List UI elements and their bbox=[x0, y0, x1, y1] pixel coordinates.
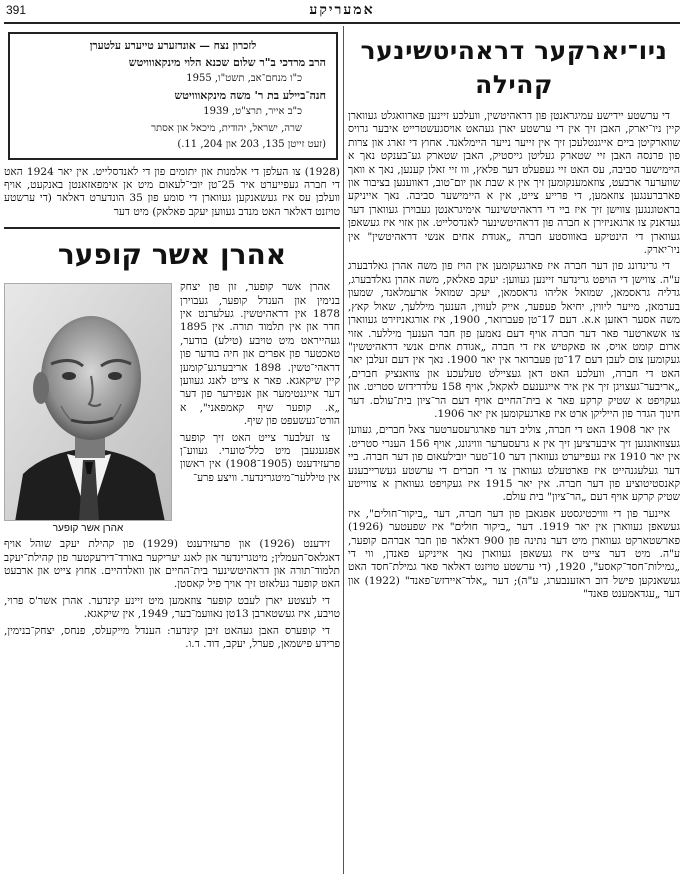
continued-text: (1928) צו העלפן די אלמנות און יתומים פון די לאנדסלייט. אין יאר 1924 האט די חברה געפייערט איר 25־טן יובי־לעאום מיט אן אימפאזאנטן באנקעט, אויף וועלכן עס איז געשאנקען געווארן די סומע פון 35 הונדערט דאלאר (די ערשטע טויזנט דאלאר האט מנדב געווען יעקב פאלאק) מיט דער bbox=[4, 165, 340, 218]
section-rule bbox=[4, 227, 340, 229]
bio-paragraph: זידענט (1926) און פרעזידענט (1929) פון קהילת יעקב שוהל אויף דאגלאס־העמלין; מיטגרינדער און לאנג יעריקער באורד־דירעקטער פון קהילת־יעקב תלמוד־תורה און דראהיטשינער בית־החיים און וואלדהיים. אחוץ צייט און ארבעט האט קופער געלאזט זיך אויך פיל קאסטן. bbox=[4, 538, 340, 591]
bio-title: אהרן אשר קופער bbox=[57, 238, 287, 272]
running-header bbox=[6, 2, 678, 22]
bio-paragraph: די לעצטע יארן לעבט קופער צוזאמען מיט זיינע קינדער. אהרן אשר'ס פרוי, טויבע, איז געשטארבן 13טן נאוועמ־בער, 1949, אין שיקאגא. bbox=[4, 594, 340, 621]
article-paragraph: איינער פון די ווויכטיגסטע אפגאבן פון דער חברה, דער „ביקור־חולים", איז געשאפן געווארן אין יאר 1919. דער „ביקור חולים" איז שפעטער (1926) פארשטארקט געווארן מיט דער נתינה פון 900 דאלאר פון חבר אברהם קופער, ע"ה. מיט דער צייט איז געשאפן געווארן נאך אייניקע פאנדן, ווי די „גמילות־חסד־קאסע", 1920, (די ערשטע טויזנט דאלאר פאר גמילת־חסד האט געשאנקען פישל דוב ראזענבערג, ע"ה); דער „אלד־איידזש־פאנד" (1922) און דער „עגדאמענט פאנד" bbox=[348, 507, 680, 601]
bio-body-bottom bbox=[4, 538, 340, 651]
memorial-box bbox=[8, 32, 338, 160]
memorial-heading: לזכרון נצח — אונדזערע טייערע עלטערן bbox=[89, 40, 257, 52]
photo-caption: אהרן אשר קופער bbox=[52, 523, 124, 535]
page-number: 391 bbox=[6, 3, 27, 17]
bio-paragraph: אהרן אשר קופער, זון פון יצחק בנימין און הענדל קופער, געבוירן 1878 אין דראהיטשין. געלערנט אין חדר און אין תלמוד תורה. אין 1895 געהייראט מיט טויבע (טילע) בודער, טאכטער פון אפרים און חיה בודער פון דראהי־טשין. 1898 אריבערגע־קומען קיין שיקאגא. פאר א צייט לאנג געווען דער אייגנטימער און אנפירער פון דער „א. קופער שיף קאמפאני", א הורט־געשעפט פון שיף. bbox=[180, 281, 340, 428]
memorial-children: שרה, ישראל, יהודית, מיכאל און אסתר bbox=[151, 122, 302, 134]
article-paragraph: אין יאר 1908 האט די חברה, צוליב דער פארגרעסערטער צאל חברים, געווען געצוואונגען זיך איבערציען זיך אין א גרעסערער ווויגונג, אויף 156 הענרי סטריט. אין יאר 1910 איז געפייערט געווארן דער 10־טער יובילעאום פון דער חברה. ביי דער געלעגנהייט איז פארטעלט געווארן צו די חברים די ערשטע געשרייבענע קאנסטיטוציע פון דער חברה. אין יאר 1915 איז געקויפט געווארן א צווייטע שטיק קרקע אויף דעם „הר־ציון" בית עולם. bbox=[348, 424, 680, 504]
header-rule bbox=[4, 22, 680, 24]
memorial-mother-name: חנה־ביילע בת ר' משה מינקאווויטש bbox=[174, 88, 326, 102]
bio-paragraph: צו זעלבער צייט האט זיך קופער אפגעגעבן מיט כלל־טוערי. געווע־ן פרעזידענט (1905־1908) אין ראשון אין טיללער־מיטגרינדער. וויצע פרע־ bbox=[180, 431, 340, 484]
column-divider bbox=[343, 26, 344, 874]
article-paragraph: די גרינדונג פון דער חברה איז פארגעקומען אין הויז פון משה אהרן גאלדבערג ע"ה. צווישן די הויפט גרינדער זיינען געווען: יעקב פאלאק, משה אהרן גאלדבערג, גדליה גראסמאן, שמואל אליהו גראסמאן, יעקב שמואל ארעמלאנד, שמעון בערמאן, מייער ליווין, יחיאל פעפער, אייק לעווין, הענעך מיללעך, שאול קאץ, משה אסער ראזען א.א. דעם 17־טן פעברואר, 1900, איז אורגאניזירט געווארן צו אשארטער פאר דער חברה אויף דעם נאמען פון חבר הענעך מיללער. אזוי ארום קומט אויס, אז פאקטיש איז די חברה „אגודת אחים אנשי דראהיטשין" געקומען צום לעבן דעם 17־טן פעברואר אין יאר 1900. נאך אין דעם זעלבן יאר האט די חברה, וועלכע האט דאן געציילט טעלעכע און צוואנציק חברים, „אריבער־געצויגן זיך אין איר אייגענעם לאקאל, אויף 158 עלדרידזש סטריט. און געקויפט א שטיק קרקע פאר א בית־החיים אויף דעם הר־ציון בית־עולם. דער חינוך הגדר פון הייליקן ארט איז פארגעקומען אין יאר 1906. bbox=[348, 260, 680, 420]
bio-paragraph: די קופערס האבן געהאט זיבן קינדער: הענדל מייקעלס, פנחס, יצחק־בנימין, פרידע פישמאן, פערל, יעקב, דוד. ד.ו. bbox=[4, 624, 340, 650]
article-title: ניו־יארקער דראהיטשינער קהילה bbox=[360, 36, 668, 99]
memorial-mother-date: כ"ב אייר, תרצ"ט, 1939 bbox=[203, 106, 302, 117]
bio-section bbox=[4, 281, 340, 651]
running-title: אמעריקע bbox=[309, 2, 375, 18]
memorial-father-name: הרב מרדכי ב"ר שלום שכנא הלוי מינקאווויטש bbox=[128, 55, 326, 69]
left-column bbox=[4, 28, 340, 874]
article-paragraph: די ערשטע יידישע עמיגראנטן פון דראהיטשין, וועלכע זיינען פארוואגלט געווארן קיין ניו־יארק, האבן זיך אין די ערשטע יארן געהאט אויסגעשטרייט איבער גרויס שווארקיטן ביים אייגנטלעכן זיך אין זייער נייער היימלאנד. אחוץ די זארג און צרות פון פרנסה האבן זיי שטארק געליטן גייסטיק, האבן שטארק גע־בענקט נאך א היימישער סביבה, עס האט זיי געפעלט דער פלאץ, ווו זיי זאלן קענען, נאך א וואך שווערער ארבעט, צוזאמענקומען זיך אין א שבת און יום־טוב, דאווענען בציבור און פארברענגען צוזאמען, די פרייע צייט, אין א היימישער סביבה. נאך אייניקע בראטוגנגען צווישן זיך איז ביי די דראהיטשינער אימיגראנטן געבוירן געווארן דער געדאנק צו ארגאניזירן א חברה פון דראהיטשינער לאנדסלייט. און אזוי איז געשאפן געווארן די הינטיקע באוווסטע חברה „אגודת אחים אנשי דראהיטשין" אין ניו־יארק. bbox=[348, 110, 680, 257]
article-body bbox=[348, 110, 680, 602]
right-column bbox=[348, 28, 680, 874]
memorial-note: (זעט זייטן 135, 203 און 204, 11.) bbox=[177, 139, 326, 150]
portrait-photo bbox=[4, 283, 172, 521]
memorial-father-date: כ"ו מנחם־אב, תשט"ו, 1955 bbox=[186, 73, 302, 84]
portrait-image bbox=[5, 284, 172, 521]
